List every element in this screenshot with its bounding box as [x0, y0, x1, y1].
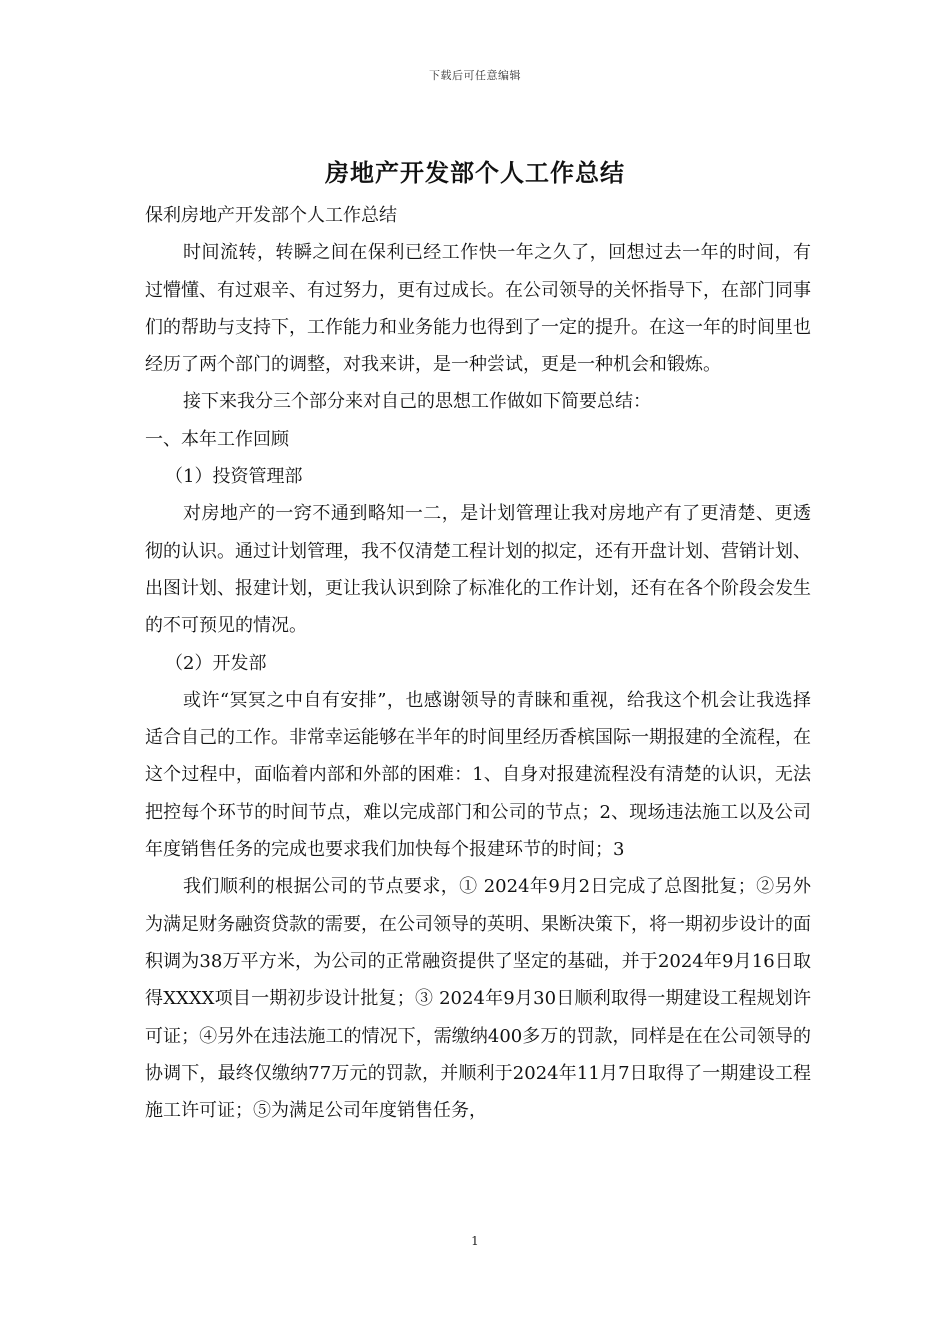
page-number: 1	[471, 1234, 479, 1248]
section-heading: 一、本年工作回顾	[145, 428, 289, 450]
paragraph-intro: 时间流转，转瞬之间在保利已经工作快一年之久了，回想过去一年的时间，有过懵懂、有过艰辛、有过努力，更有过成长。在公司领导的关怀指导下，在部门同事们的帮助与支持下，工作能力和业务能力也得到了一定的提升。在这一年的时间里也经历了两个部门的调整，对我来讲，是一种尝试，更是一种机会和锻炼。	[145, 242, 811, 376]
paragraph-investment: 对房地产的一窍不通到略知一二，是计划管理让我对房地产有了更清楚、更透彻的认识。通过计划管理，我不仅清楚工程计划的拟定，还有开盘计划、营销计划、出图计划、报建计划，更让我认识到除了标准化的工作计划，还有在各个阶段会发生的不可预见的情况。	[145, 503, 811, 637]
document-title: 房地产开发部个人工作总结	[325, 158, 625, 187]
paragraph-outline: 接下来我分三个部分来对自己的思想工作做如下简要总结：	[183, 391, 651, 413]
subsection-heading-investment: （1）投资管理部	[165, 466, 303, 488]
header-note: 下载后可任意编辑	[429, 69, 521, 82]
paragraph-development: 或许“冥冥之中自有安排”，也感谢领导的青睐和重视，给我这个机会让我选择适合自己的工作。非常幸运能够在半年的时间里经历香槟国际一期报建的全流程，在这个过程中，面临着内部和外部的困难：1、自身对报建流程没有清楚的认识，无法把控每个环节的时间节点，难以完成部门和公司的节点；2、现场违法施工以及公司年度销售任务的完成也要求我们加快每个报建环节的时间；3	[145, 689, 811, 861]
paragraph-milestones: 我们顺利的根据公司的节点要求，① 2024年9月2日完成了总图批复；②另外为满足财务融资贷款的需要，在公司领导的英明、果断决策下，将一期初步设计的面积调为38万平方米，为公司的正常融资提供了坚定的基础，并于2024年9月16日取得XXXX项目一期初步设计批复；③ 2024年9月30日顺利取得一期建设工程规划许可证；④另外在违法施工的情况下，需缴纳400多万的罚款，同样是在在公司领导的协调下，最终仅缴纳77万元的罚款，并顺利于2024年11月7日取得了一期建设工程施工许可证；⑤为满足公司年度销售任务，	[145, 876, 811, 1122]
document-body	[145, 197, 811, 1129]
subsection-heading-development: （2）开发部	[165, 652, 267, 674]
document-subtitle: 保利房地产开发部个人工作总结	[145, 205, 397, 226]
